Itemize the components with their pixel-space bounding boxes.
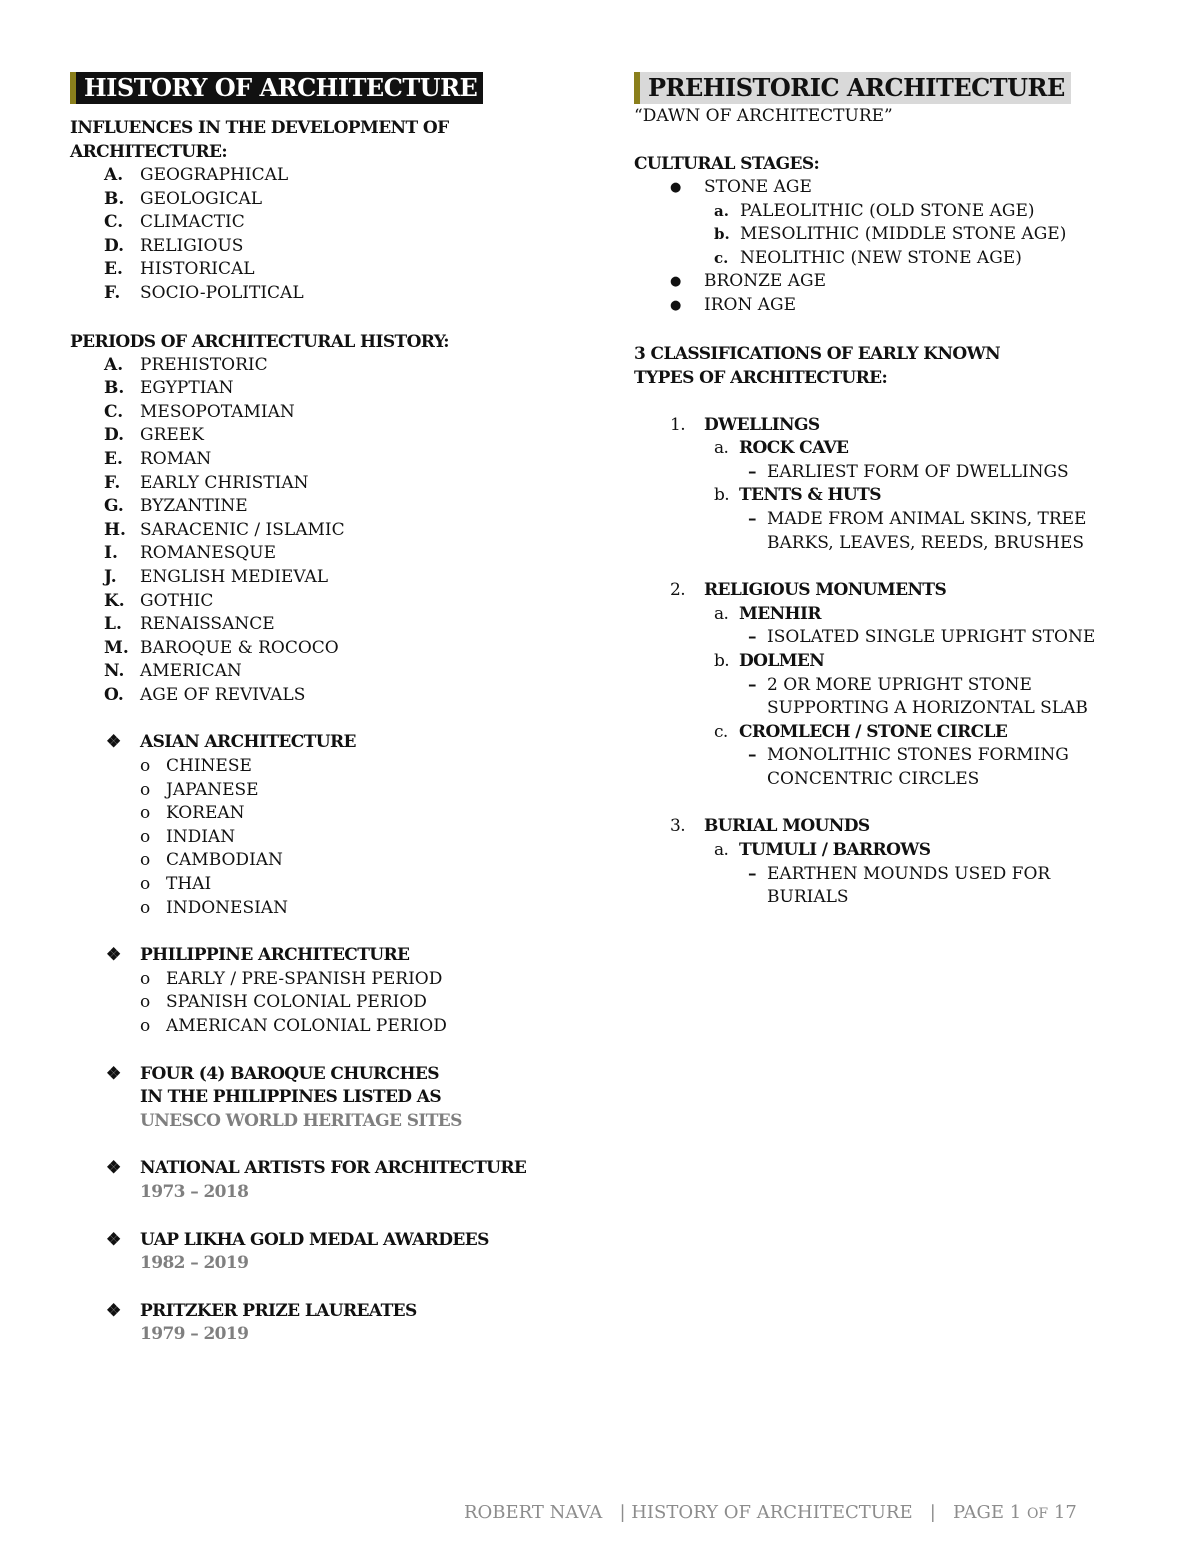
tumuli-title bbox=[634, 839, 1154, 863]
dolmen-desc-text: 2 OR MORE UPRIGHT STONE SUPPORTING A HORIZONTAL SLAB bbox=[767, 674, 1088, 719]
philippine-list bbox=[140, 968, 570, 1039]
baroque-subtitle-text: UNESCO WORLD HERITAGE SITES bbox=[140, 1110, 462, 1131]
classifications-title-1: 3 CLASSIFICATIONS OF EARLY KNOWN bbox=[634, 343, 1001, 364]
baroque-section bbox=[104, 1063, 570, 1134]
tents-huts-letter: b. bbox=[714, 485, 730, 506]
influence-item bbox=[104, 235, 570, 259]
period-item-letter: B. bbox=[104, 378, 125, 399]
period-item bbox=[104, 472, 570, 496]
periods-list bbox=[70, 354, 570, 708]
diamond-bullet-icon: ❖ bbox=[106, 1229, 121, 1250]
period-item bbox=[104, 590, 570, 614]
circle-bullet-icon: o bbox=[140, 756, 151, 777]
tents-huts-desc-text: MADE FROM ANIMAL SKINS, TREE BARKS, LEAVES, REEDS, BRUSHES bbox=[767, 508, 1087, 553]
tumuli-desc-text: EARTHEN MOUNDS USED FOR BURIALS bbox=[767, 863, 1051, 908]
influence-item-text: CLIMACTIC bbox=[140, 212, 245, 233]
stage-bronze-age bbox=[668, 270, 1154, 294]
stone-age-subitem-letter: b. bbox=[714, 225, 730, 244]
baroque-title bbox=[104, 1063, 570, 1087]
cromlech-title bbox=[634, 721, 1154, 745]
religious-title bbox=[634, 579, 1154, 603]
diamond-bullet-icon: ❖ bbox=[106, 945, 121, 966]
stone-age-subitem bbox=[704, 223, 1154, 247]
period-item bbox=[104, 684, 570, 708]
tents-huts-desc bbox=[634, 508, 1097, 555]
baroque-title-line1: FOUR (4) BAROQUE CHURCHES bbox=[140, 1063, 439, 1084]
period-item bbox=[104, 637, 570, 661]
menhir-desc-text: ISOLATED SINGLE UPRIGHT STONE bbox=[767, 627, 1096, 648]
baroque-title-line2: IN THE PHILIPPINES LISTED AS bbox=[140, 1087, 442, 1108]
stone-age-subitem-letter: c. bbox=[714, 248, 729, 267]
tumuli-title-text: TUMULI / BARROWS bbox=[739, 840, 931, 861]
national-years-text: 1973 – 2018 bbox=[140, 1181, 249, 1202]
menhir-letter: a. bbox=[714, 603, 729, 624]
period-item-text: BAROQUE & ROCOCO bbox=[140, 637, 339, 658]
uap-title bbox=[104, 1229, 570, 1253]
influence-item-letter: F. bbox=[104, 282, 121, 303]
burial-title bbox=[634, 815, 1154, 839]
history-heading: HISTORY OF ARCHITECTURE bbox=[70, 72, 483, 104]
footer-page-number: 1 bbox=[1009, 1502, 1022, 1523]
period-item-letter: N. bbox=[104, 661, 125, 682]
diamond-bullet-icon: ❖ bbox=[106, 1300, 121, 1321]
period-item bbox=[104, 448, 570, 472]
diamond-bullet-icon: ❖ bbox=[106, 1063, 121, 1084]
influence-item-text: SOCIO-POLITICAL bbox=[140, 282, 304, 303]
left-column bbox=[70, 72, 570, 1347]
period-item-text: GOTHIC bbox=[140, 590, 214, 611]
influences-list bbox=[70, 164, 570, 306]
pritzker-years-text: 1979 – 2019 bbox=[140, 1324, 249, 1345]
uap-section bbox=[104, 1229, 570, 1276]
period-item-letter: K. bbox=[104, 590, 125, 611]
asian-item-text: INDONESIAN bbox=[166, 897, 288, 918]
dolmen-title-text: DOLMEN bbox=[739, 650, 825, 671]
circle-bullet-icon: o bbox=[140, 803, 151, 824]
influence-item bbox=[104, 211, 570, 235]
period-item-text: ROMANESQUE bbox=[140, 543, 277, 564]
influence-item-letter: C. bbox=[104, 212, 124, 233]
menhir-title bbox=[634, 603, 1154, 627]
dwellings-title-text: DWELLINGS bbox=[704, 414, 820, 435]
period-item bbox=[104, 424, 570, 448]
period-item bbox=[104, 519, 570, 543]
period-item-text: BYZANTINE bbox=[140, 496, 248, 517]
period-item bbox=[104, 377, 570, 401]
prehistoric-subtitle: “DAWN OF ARCHITECTURE” bbox=[634, 106, 893, 126]
influence-item bbox=[104, 258, 570, 282]
footer-author: ROBERT NAVA bbox=[464, 1502, 603, 1523]
asian-title bbox=[104, 731, 570, 755]
influence-item-letter: E. bbox=[104, 259, 123, 280]
cromlech-title-text: CROMLECH / STONE CIRCLE bbox=[739, 721, 1008, 742]
dash-marker: – bbox=[748, 745, 757, 766]
influence-item-letter: B. bbox=[104, 188, 125, 209]
period-item-letter: H. bbox=[104, 519, 126, 540]
burial-title-text: BURIAL MOUNDS bbox=[704, 816, 870, 837]
uap-years-text: 1982 – 2019 bbox=[140, 1253, 249, 1274]
asian-item-text: CHINESE bbox=[166, 756, 252, 777]
philippine-item bbox=[140, 991, 570, 1015]
asian-item-text: CAMBODIAN bbox=[166, 850, 283, 871]
menhir-title-text: MENHIR bbox=[739, 603, 821, 624]
asian-item-text: INDIAN bbox=[166, 826, 236, 847]
footer-page-total: 17 bbox=[1053, 1502, 1077, 1523]
influence-item-text: RELIGIOUS bbox=[140, 235, 244, 256]
period-item-text: RENAISSANCE bbox=[140, 614, 275, 635]
page-footer: ROBERT NAVA | HISTORY OF ARCHITECTURE | PAGE 1 OF 17 bbox=[464, 1502, 1077, 1523]
period-item-text: PREHISTORIC bbox=[140, 354, 268, 375]
dolmen-desc bbox=[634, 674, 1097, 721]
stage-stone-age bbox=[668, 176, 1154, 270]
influence-item-letter: A. bbox=[104, 165, 124, 185]
national-years bbox=[104, 1181, 570, 1205]
dash-marker: – bbox=[748, 627, 757, 648]
dolmen-title bbox=[634, 650, 1154, 674]
national-section bbox=[104, 1157, 570, 1204]
dash-marker: – bbox=[748, 863, 757, 884]
influence-item bbox=[104, 164, 570, 188]
period-item-letter: C. bbox=[104, 401, 124, 422]
period-item bbox=[104, 660, 570, 684]
philippine-item bbox=[140, 968, 570, 992]
pritzker-section bbox=[104, 1300, 570, 1347]
national-title bbox=[104, 1157, 570, 1181]
stages-title: CULTURAL STAGES: bbox=[634, 154, 820, 174]
stone-age-sublist bbox=[704, 200, 1154, 271]
philippine-item bbox=[140, 1015, 570, 1039]
period-item-letter: E. bbox=[104, 448, 123, 469]
asian-item bbox=[140, 849, 570, 873]
period-item-letter: O. bbox=[104, 684, 124, 705]
diamond-bullet-icon: ❖ bbox=[106, 1158, 121, 1179]
classifications-title-2: TYPES OF ARCHITECTURE: bbox=[634, 367, 888, 388]
stage-iron-age bbox=[668, 294, 1154, 318]
cromlech-desc-text: MONOLITHIC STONES FORMING CONCENTRIC CIRCLES bbox=[767, 745, 1069, 789]
stone-age-subitem-text: NEOLITHIC (NEW STONE AGE) bbox=[740, 247, 1022, 268]
dwellings-number: 1. bbox=[670, 414, 686, 435]
influence-item bbox=[104, 282, 570, 306]
period-item bbox=[104, 495, 570, 519]
burial-number: 3. bbox=[670, 816, 686, 837]
dash-marker: – bbox=[748, 508, 757, 529]
period-item-letter: J. bbox=[104, 566, 117, 587]
circle-bullet-icon: o bbox=[140, 874, 151, 895]
tents-huts-title bbox=[634, 484, 1154, 508]
philippine-title bbox=[104, 944, 570, 968]
circle-bullet-icon: o bbox=[140, 897, 151, 918]
dwellings-title bbox=[634, 414, 1154, 438]
right-column bbox=[634, 72, 1154, 910]
period-item-text: ROMAN bbox=[140, 448, 212, 469]
period-item-text: GREEK bbox=[140, 425, 204, 446]
dolmen-letter: b. bbox=[714, 650, 730, 671]
tumuli-desc bbox=[634, 863, 1097, 910]
rock-cave-desc bbox=[634, 461, 1097, 485]
asian-title-text: ASIAN ARCHITECTURE bbox=[140, 732, 356, 753]
period-item-letter: L. bbox=[104, 614, 122, 635]
asian-item-text: KOREAN bbox=[166, 803, 245, 824]
philippine-item-text: AMERICAN COLONIAL PERIOD bbox=[166, 1016, 447, 1036]
circle-bullet-icon: o bbox=[140, 850, 151, 871]
asian-section bbox=[104, 731, 570, 920]
philippine-section bbox=[104, 944, 570, 1038]
period-item-letter: D. bbox=[104, 425, 125, 446]
tents-huts-title-text: TENTS & HUTS bbox=[739, 485, 881, 506]
influence-item-letter: D. bbox=[104, 235, 125, 256]
religious-title-text: RELIGIOUS MONUMENTS bbox=[704, 580, 947, 601]
influence-item-text: GEOLOGICAL bbox=[140, 188, 263, 209]
philippine-item-text: EARLY / PRE-SPANISH PERIOD bbox=[166, 968, 443, 989]
stage-bronze-age-text: BRONZE AGE bbox=[704, 271, 826, 292]
period-item-letter: F. bbox=[104, 472, 121, 493]
circle-bullet-icon: o bbox=[140, 779, 151, 800]
pritzker-title-text: PRITZKER PRIZE LAUREATES bbox=[140, 1300, 417, 1321]
rock-cave-letter: a. bbox=[714, 438, 729, 459]
period-item-text: SARACENIC / ISLAMIC bbox=[140, 519, 345, 540]
stone-age-subitem-text: MESOLITHIC (MIDDLE STONE AGE) bbox=[740, 224, 1067, 245]
rock-cave-title-text: ROCK CAVE bbox=[739, 438, 849, 459]
uap-title-text: UAP LIKHA GOLD MEDAL AWARDEES bbox=[140, 1229, 489, 1250]
rock-cave-desc-text: EARLIEST FORM OF DWELLINGS bbox=[767, 461, 1069, 482]
influences-title: INFLUENCES IN THE DEVELOPMENT OF ARCHITECTURE: bbox=[70, 118, 449, 162]
asian-item bbox=[140, 779, 570, 803]
asian-item bbox=[140, 802, 570, 826]
asian-item-text: JAPANESE bbox=[166, 779, 259, 800]
dash-marker: – bbox=[748, 674, 757, 695]
period-item bbox=[104, 401, 570, 425]
period-item-letter: A. bbox=[104, 354, 124, 375]
influence-item bbox=[104, 188, 570, 212]
pritzker-years bbox=[104, 1323, 570, 1347]
asian-item bbox=[140, 897, 570, 921]
national-title-text: NATIONAL ARTISTS FOR ARCHITECTURE bbox=[140, 1158, 527, 1179]
period-item-text: AMERICAN bbox=[140, 661, 242, 682]
philippine-title-text: PHILIPPINE ARCHITECTURE bbox=[140, 945, 410, 966]
period-item bbox=[104, 566, 570, 590]
cromlech-letter: c. bbox=[714, 721, 728, 742]
uap-years bbox=[104, 1252, 570, 1276]
rock-cave-title bbox=[634, 437, 1154, 461]
asian-item bbox=[140, 755, 570, 779]
footer-page-label: PAGE bbox=[953, 1502, 1005, 1523]
influence-item-text: HISTORICAL bbox=[140, 259, 255, 280]
footer-title: HISTORY OF ARCHITECTURE bbox=[631, 1502, 913, 1523]
circle-bullet-icon: o bbox=[140, 992, 151, 1013]
circle-bullet-icon: o bbox=[140, 826, 151, 847]
footer-of: OF bbox=[1026, 1506, 1049, 1522]
bullet-icon: ● bbox=[670, 297, 682, 313]
stage-stone-age-text: STONE AGE bbox=[704, 177, 812, 197]
stone-age-subitem bbox=[704, 247, 1154, 271]
stone-age-subitem bbox=[704, 200, 1154, 224]
period-item-text: AGE OF REVIVALS bbox=[140, 684, 306, 705]
philippine-item-text: SPANISH COLONIAL PERIOD bbox=[166, 992, 427, 1013]
pritzker-title bbox=[104, 1300, 570, 1324]
dash-marker: – bbox=[748, 461, 757, 482]
tumuli-letter: a. bbox=[714, 840, 729, 861]
cromlech-desc bbox=[634, 744, 1097, 791]
diamond-bullet-icon: ❖ bbox=[106, 732, 121, 753]
prehistoric-heading: PREHISTORIC ARCHITECTURE bbox=[634, 72, 1071, 104]
period-item-letter: G. bbox=[104, 496, 124, 517]
bullet-icon: ● bbox=[670, 274, 682, 290]
stages-list bbox=[668, 176, 1154, 318]
periods-title: PERIODS OF ARCHITECTURAL HISTORY: bbox=[70, 331, 449, 352]
stone-age-subitem-text: PALEOLITHIC (OLD STONE AGE) bbox=[740, 200, 1035, 221]
period-item-letter: I. bbox=[104, 543, 118, 564]
baroque-subtitle bbox=[104, 1110, 570, 1134]
period-item bbox=[104, 542, 570, 566]
asian-list bbox=[140, 755, 570, 920]
stone-age-subitem-letter: a. bbox=[714, 201, 729, 220]
menhir-desc bbox=[634, 626, 1097, 650]
period-item-text: EARLY CHRISTIAN bbox=[140, 472, 309, 493]
religious-number: 2. bbox=[670, 580, 686, 601]
circle-bullet-icon: o bbox=[140, 968, 151, 989]
period-item bbox=[104, 613, 570, 637]
circle-bullet-icon: o bbox=[140, 1016, 151, 1036]
bullet-icon: ● bbox=[670, 180, 682, 195]
period-item-text: EGYPTIAN bbox=[140, 378, 234, 399]
period-item-letter: M. bbox=[104, 637, 129, 658]
stage-iron-age-text: IRON AGE bbox=[704, 294, 796, 315]
period-item-text: ENGLISH MEDIEVAL bbox=[140, 566, 329, 587]
asian-item bbox=[140, 826, 570, 850]
period-item bbox=[104, 354, 570, 378]
influence-item-text: GEOGRAPHICAL bbox=[140, 165, 289, 185]
asian-item-text: THAI bbox=[166, 874, 212, 895]
asian-item bbox=[140, 873, 570, 897]
baroque-title-2 bbox=[104, 1086, 570, 1110]
period-item-text: MESOPOTAMIAN bbox=[140, 401, 295, 422]
